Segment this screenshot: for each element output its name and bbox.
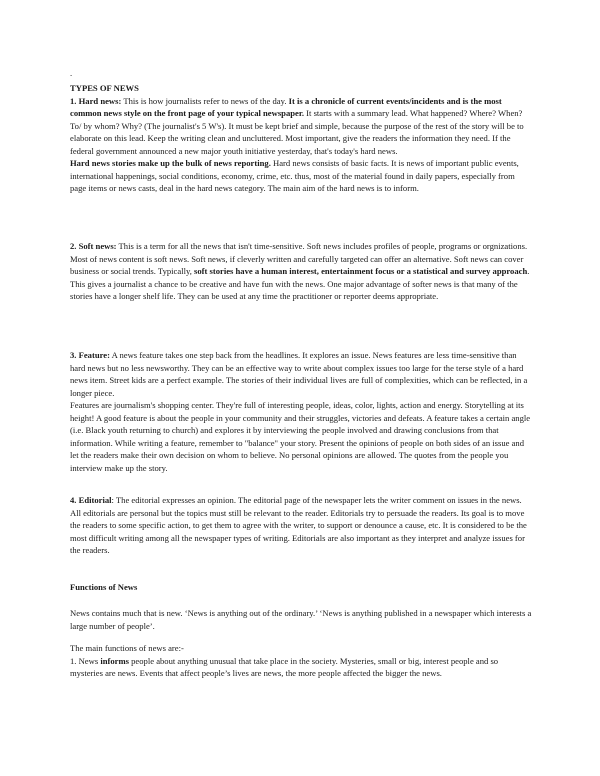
soft-news-heading: 2. Soft news:: [70, 241, 117, 251]
hard-news-bold-text: Hard news stories make up the bulk of news reporting.: [70, 158, 271, 168]
feature-text: A news feature takes one step back from the headlines. It explores an issue. News features are less time-sensitive than hard news but no less newsworthy. They can be an effective way to write about complex issues too large for the terse style of a hard news item. Street kids are a perfect example. The stories of their individual lives are full of complexities, which can be reflected, in a longer piece.: [70, 350, 528, 398]
functions-item-text: people about anything unusual that take place in the society. Mysteries, small or big, interest people and so mysteries are news. Events that affect people’s lives are news, the more people affected the bigger the news.: [70, 655, 499, 678]
feature-text: Features are journalism's shopping center. They're full of interesting people, ideas, color, lights, action and energy. Storytelling at its height! A good feature is about the people in your community and their struggles, victories and defeats. A feature takes a certain angle (i.e. Black youth returning to church) and explores it by interviewing the people involved and drawing conclusions from that information. While writing a feature, remember to "balance" your story. Present the opinions of people on both sides of an issue and let the readers make their own decision on whom to believe. No personal opinions are allowed. The quotes from the people you interview make up the story.: [70, 400, 531, 473]
hard-news-bold-text: It is a chronicle of current events/incidents and is the most common news style on the front page of your typical newspaper.: [70, 95, 502, 118]
hard-news-heading: 1. Hard news:: [70, 95, 122, 106]
hard-news-text: It starts with a summary lead. What happened? Where? When? To/ by whom? Why? (The journalist's 5 W's). It must be kept brief and simple, because the purpose of the rest of the story will be to elaborate on this lead. Keep the writing clean and uncluttered. Most important, give the readers the information they need. If the federal government announced a new major youth initiative yesterday, that's today's hard news.: [70, 108, 524, 156]
editorial-heading: 4. Editorial: [70, 495, 112, 505]
soft-news-text: . This gives a journalist a chance to be creative and have fun with the news. One major advantage of softer news is that many of the stories have a longer shelf life. They can be used at any time the practitioner or reporter deems appropriate.: [70, 266, 530, 301]
functions-lead: The main functions of news are:-: [70, 643, 184, 653]
feature-heading: 3. Feature:: [70, 350, 110, 360]
functions-item-text: 1. News: [70, 655, 101, 666]
hard-news-text: This is how journalists refer to news of the day.: [121, 95, 289, 106]
functions-item-bold: informs: [100, 655, 129, 666]
stray-dot: .: [70, 68, 73, 78]
soft-news-section: [70, 240, 532, 303]
functions-intro: News contains much that is new. ‘News is anything out of the ordinary.’ ‘News is anything published in a newspaper which interests a large number of people’.: [70, 608, 532, 631]
soft-news-text: This is a term for all the news that isn't time-sensitive. Soft news includes profiles of people, programs or orgnizations. Most of news content is soft news. Soft news, if cleverly written and carefully targeted can offer an alternative. Soft news can cover business or social trends. Typically,: [70, 241, 528, 276]
soft-news-bold-text: soft stories have a human interest, entertainment focus or a statistical and survey approach: [194, 266, 528, 276]
functions-list: [70, 642, 532, 680]
editorial-text: : The editorial expresses an opinion. The editorial page of the newspaper lets the writer comment on issues in the news. All editorials are personal but the topics must still be relevant to the reader. Editorials try to persuade the readers. Its goal is to move the readers to some specific action, to get them to agree with the writer, to support or denounce a cause, etc. It is considered to be the most difficult writing among all the newspaper types of writing. Editorials are also important as they interpret and analyze issues for the readers.: [70, 495, 527, 555]
hard-news-text: Hard news consists of basic facts. It is news of important public events, international happenings, social conditions, economy, crime, etc. thus, most of the material found in daily papers, especially from page items or news casts, deal in the hard news category. The main aim of the hard news is to inform.: [70, 158, 519, 193]
hard-news-section: [70, 82, 532, 195]
editorial-section: [70, 494, 532, 557]
types-of-news-title: TYPES OF NEWS: [70, 83, 139, 93]
functions-heading: Functions of News: [70, 582, 138, 592]
feature-section: [70, 349, 532, 474]
